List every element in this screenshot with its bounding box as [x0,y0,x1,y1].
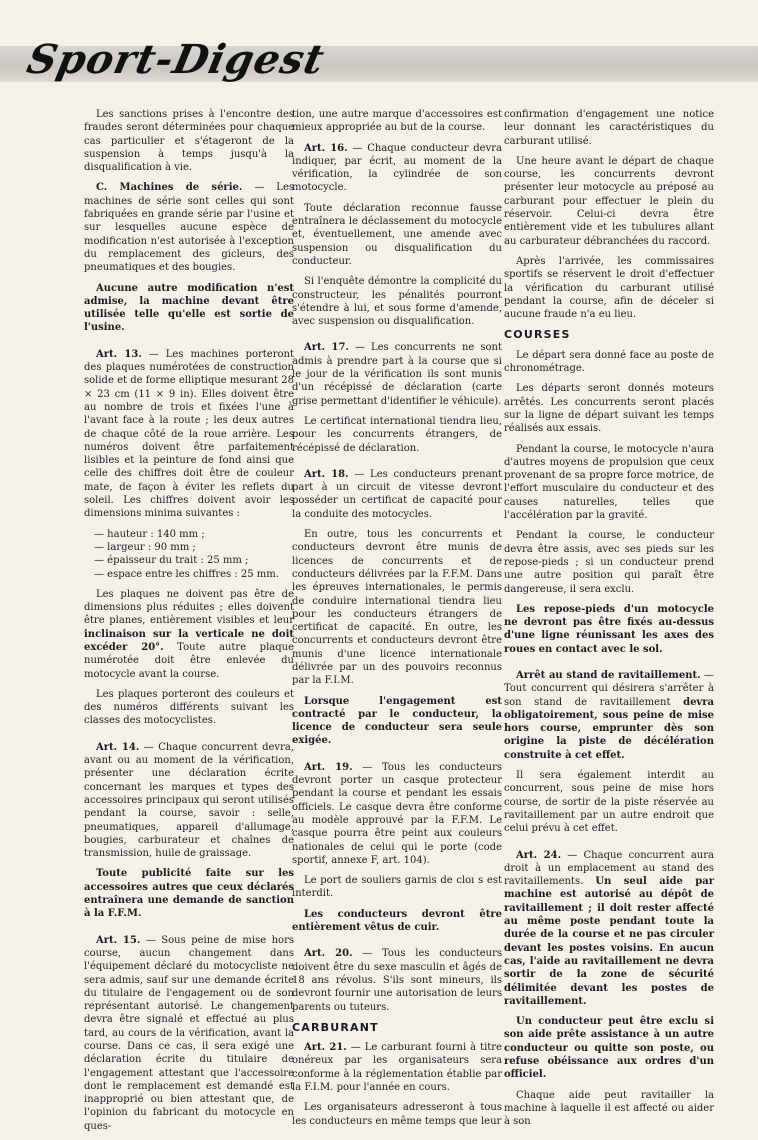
article-19 [292,761,502,867]
paragraph-text: Les plaques ne doivent pas être de dimensions plus réduites ; elles doivent être planes, entièrement visibles et leur [84,588,294,627]
paragraph-text: Toute autre plaque numérotée doit être enlevée du motocycle avant la course. [84,641,294,680]
paragraph-text: — Tout concurrent qui désirera s'arrêter à son stand de ravitaillement [504,669,715,708]
column-3 [504,108,714,1135]
article-label: Art. 18. [304,468,349,480]
paragraph: Le départ sera donné face au poste de chronométrage. [504,349,714,375]
article-14 [84,741,294,861]
paragraph: Si l'enquête démontre la complicité du constructeur, les pénalités pourront s'étendre à lui, et sous forme d'amende, avec suspension ou disqualification. [292,276,502,328]
article-label: Art. 24. [516,849,562,861]
paragraph: Une heure avant le départ de chaque course, les concurrents devront présenter leur motocycle au préposé au carburant pour effectuer le plein du réservoir. Celui-ci devra être entièrement vide et les tubulures allant au carburateur débranchées du raccord. [504,155,714,247]
list-item: — épaisseur du trait : 25 mm ; [94,555,249,567]
list-item: — espace entre les chiffres : 25 mm. [94,568,279,580]
paragraph: confirmation d'engagement une notice leur donnant les caractéristiques du carburant utilisé. [504,109,714,147]
article-17 [292,341,502,407]
article-16 [292,142,502,195]
masthead [0,36,758,98]
paragraph [504,669,714,762]
list-item: — hauteur : 140 mm ; [94,528,205,540]
article-label: Art. 13. [96,348,142,360]
article-text: — Les concurrents ne sont admis à prendre part à la course que si le jour de la vérification ils sont munis d'un récépissé de déclaration (carte grise permettant d'identifier le véhicule). [292,342,502,407]
paragraph-bold: Un conducteur peut être exclu si son aide prête assistance à un autre conducteur ou quitte son poste, ou refuse obéissance aux ordres d'un officiel. [504,1016,714,1081]
article-text: — Chaque concurrent aura droit à un emplacement au stand des ravitaillements. [504,849,714,888]
article-label: Art. 15. [96,934,141,946]
paragraph: Le port de souliers garnis de cloı s est interdit. [292,875,502,900]
paragraph: Après l'arrivée, les commissaires sportifs se réservent le droit d'effectuer la vérification du carburant utilisé pendant la course, afin de déceler si aucune fraude n'a eu lieu. [504,255,714,321]
paragraph: Les organisateurs adresseront à tous les conducteurs en même temps que leur [292,1102,502,1127]
heading-inline: C. Machines de série. [96,182,243,194]
paragraph: Il sera également interdit au concurrent, sous peine de mise hors course, de sortir de la piste réservée au ravitaillement par un autre endroit que celui prévu à cet effet. [504,770,714,835]
paragraph: tion, une autre marque d'accessoires est mieux appropriée au but de la course. [292,109,502,134]
paragraph: Toute déclaration reconnue fausse entraînera le déclassement du motocycle et, éventuellement, une amende avec suspension ou disqualification du conducteur. [292,202,502,267]
paragraph-bold: inclinaison sur la verticale ne doit excéder 20°. [84,628,294,653]
paragraph: Pendant la course, le conducteur devra être assis, avec ses pieds sur les repose-pieds ; si un conducteur prend une autre position qui paraît être dangereuse, il sera exclu. [504,530,714,595]
article-label: Art. 21. [304,1042,347,1054]
section-title-carburant: CARBURANT [292,1020,379,1034]
paragraph-bold: devra obligatoirement, sous peine de mise hors course, emprunter dès son origine la piste de décélération construite à cet effet. [504,696,714,761]
article-label: Art. 17. [304,342,349,354]
paragraph-bold: Les repose-pieds d'un motocycle ne devront pas être fixés au-dessus d'une ligne réunissant les axes des roues en contact avec le sol. [504,603,714,655]
paragraph-bold: Les conducteurs devront être entièrement vêtus de cuir. [292,908,502,934]
paragraph: Les plaques porteront des couleurs et des numéros différents suivant les classes des motocyclistes. [84,688,294,727]
article-24 [504,849,714,1009]
article-text: — Les machines porteront des plaques numérotées de construction solide et de forme elliptique mesurant 28 × 23 cm (11 × 9 in). Elles doivent être au nombre de trois et fixées l'une à l'avant face à la route ; les deux autres de chaque côté de la roue arrière. Les numéros doivent être parfaitement lisibles et la peinture de fond ainsi que celle des chiffres doit être de couleur mate, de façon à éviter les reflets du soleil. Les chiffres doivent avoir les dimensions minima suivantes : [84,348,294,520]
paragraph-text: — Les machines de série sont celles qui sont fabriquées en grande série par l'usine et sur lesquelles aucune espèce de modification n'est autorisée à l'exception du remplacement des gicleurs, des pneumatiques et des bougies. [84,182,294,274]
paragraph-bold: Lorsque l'engagement est contracté par le conducteur, la licence de conducteur sera seule exigée. [292,695,502,747]
article-text: — Tous les conducteurs doivent être du sexe masculin et âgés de 18 ans révolus. S'ils sont mineurs, ils devront fournir une autorisation de leurs parents ou tuteurs. [292,948,502,1013]
article-20 [292,947,502,1013]
article-18 [292,468,502,521]
article-label: Art. 19. [304,761,353,773]
article-text: — Les conducteurs prenant part à un circuit de vitesse devront posséder un certificat de capacité pour la conduite des motocycles. [292,468,502,520]
paragraph: Pendant la course, le motocycle n'aura d'autres moyens de propulsion que ceux provenant de sa propre force motrice, de l'effort musculaire du conducteur et des causes naturelles, telles que l'accélération par la gravité. [504,443,714,522]
paragraph-bold: Aucune autre modification n'est admise, la machine devant être utilisée telle qu'elle est sortie de l'usine. [84,282,294,334]
paragraph: Le certificat international tiendra lieu, pour les concurrents étrangers, de récépissé de déclaration. [292,415,502,454]
article-text: — Chaque conducteur devra indiquer, par écrit, au moment de la vérification, la cylindrée de son motocycle. [292,142,502,194]
article-label: Art. 16. [304,142,348,154]
article-text: — Tous les conducteurs devront porter un casque protecteur pendant la course et pendant les essais officiels. Le casque devra être conforme au modèle approuvé par la F.F.M. Le casque pourra être peint aux couleurs nationales de celui qui le porte (code sportif, annexe F, art. 104). [292,761,502,866]
sport-digest-logo: Sport-Digest [23,36,329,83]
paragraph [84,181,294,274]
article-text: — Le carburant fourni à titre onéreux par les organisateurs sera conforme à la réglementation établie par la F.I.M. pour l'année en cours. [292,1042,502,1093]
column-2 [292,108,502,1135]
article-label: Art. 20. [304,948,353,960]
paragraph: Les départs seront donnés moteurs arrêtés. Les concurrents seront placés sur la ligne de départ suivant les temps réalisés aux essais. [504,383,714,435]
paragraph: En outre, tous les concurrents et conducteurs devront être munis de licences de concurrents et de conducteurs délivrées par la F.F.M. Dans les épreuves internationales, le permis de conduire international tiendra lieu pour les conducteurs étrangers de certificat de capacité. En outre, les concurrents et conducteurs devront être munis d'une licence internationale délivrée par un des pouvoirs reconnus par la F.I.M. [292,529,502,687]
paragraph-bold: Toute publicité faite sur les accessoires autres que ceux déclarés entraînera une demande de sanction à la F.F.M. [84,868,294,920]
article-text: — Sous peine de mise hors course, aucun changement dans l'équipement déclaré du motocycliste ne sera admis, sauf sur une demande écrite du titulaire de l'engagement ou de son représentant autorisé. Le changement devra être signalé et effectué au plus tard, au cours de la vérification, avant la course. Dans ce cas, il sera exigé une déclaration écrite du titulaire de l'engagement attestant que l'accessoire dont le remplacement est demandé est inapproprié ou bien attestant que, de l'opinion du fabricant du motocycle en ques- [84,934,294,1132]
article-bold-text: Un seul aide par machine est autorisé au dépôt de ravitaillement ; il doit rester affecté au même poste pendant toute la durée de la course et ne pas circuler devant les postes voisins. En aucun cas, l'aide au ravitaillement ne devra sortir de la zone de sécurité délimitée devant les postes de ravitaillement. [504,876,714,1007]
article-15 [84,934,294,1133]
article-21 [292,1041,502,1094]
paragraph: Chaque aide peut ravitailler la machine à laquelle il est affecté ou aider à son [504,1089,714,1128]
paragraph-bold: Arrêt au stand de ravitaillement. [516,669,701,681]
column-1 [84,108,294,1140]
paragraph [84,588,294,681]
article-label: Art. 14. [96,741,140,753]
section-title-courses: COURSES [504,328,571,342]
article-text: — Chaque concurrent devra, avant ou au moment de la vérification, présenter une déclaration écrite concernant les marques et types des accessoires principaux qui seront utilisés pendant la course, savoir : selle, pneumatiques, appareil d'allumage, bougies, carburateur et chaînes de transmission, huile de graissage. [84,741,294,860]
article-13 [84,348,294,521]
paragraph: Les sanctions prises à l'encontre des fraudes seront déterminées pour chaque cas particulier et s'étageront de la suspension à temps jusqu'à la disqualification à vie. [84,109,294,174]
dimensions-list [94,528,294,581]
list-item: — largeur : 90 mm ; [94,541,196,553]
